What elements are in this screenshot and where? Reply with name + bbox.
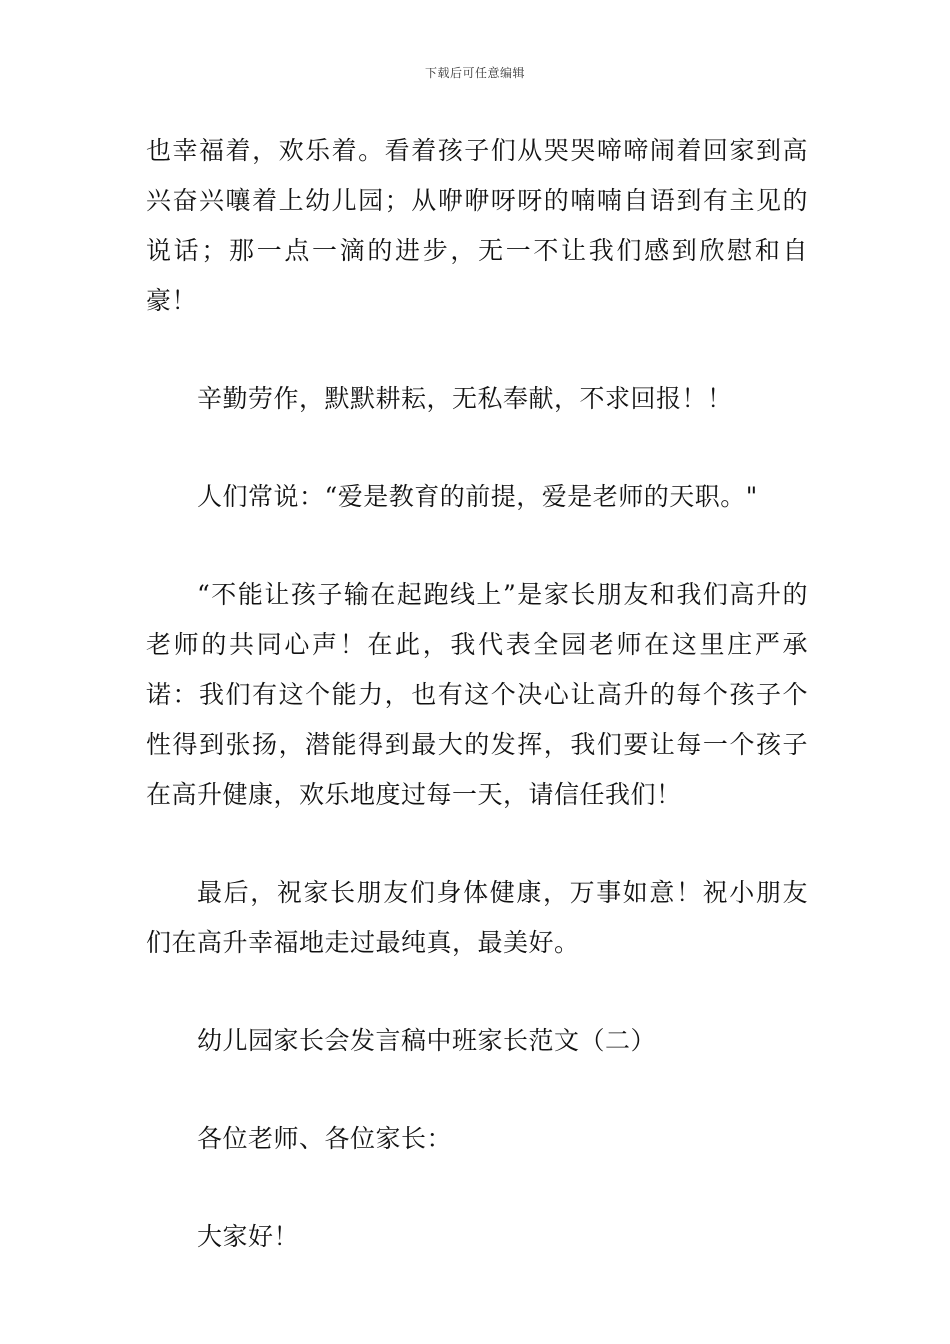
- section-title: 幼儿园家长会发言稿中班家长范文（二）: [197, 1026, 657, 1055]
- paragraph-hard-work: 辛勤劳作，默默耕耘，无私奉献，不求回报！！: [197, 384, 733, 413]
- download-note-header: 下载后可任意编辑: [424, 66, 525, 80]
- greeting: 大家好！: [197, 1222, 300, 1251]
- salutation: 各位老师、各位家长：: [197, 1124, 453, 1153]
- paragraph-happiness: 也幸福着，欢乐着。看着孩子们从哭哭啼啼闹着回家到高兴奋兴嚷着上幼儿园；从咿咿呀呀的喃喃自语到有主见的说话；那一点一滴的进步，无一不让我们感到欣慰和自豪！: [146, 136, 808, 315]
- paragraph-closing-wishes: 最后，祝家长朋友们身体健康，万事如意！祝小朋友们在高升幸福地走过最纯真，最美好。: [146, 878, 808, 957]
- paragraph-quote: 人们常说：“爱是教育的前提，爱是老师的天职。": [197, 482, 758, 511]
- document-body: [146, 126, 808, 1262]
- paragraph-promise: “不能让孩子输在起跑线上”是家长朋友和我们高升的老师的共同心声！在此，我代表全园老师在这里庄严承诺：我们有这个能力，也有这个决心让高升的每个孩子个性得到张扬，潜能得到最大的发挥，我们要让每一个孩子在高升健康，欢乐地度过每一天，请信任我们！: [146, 580, 808, 809]
